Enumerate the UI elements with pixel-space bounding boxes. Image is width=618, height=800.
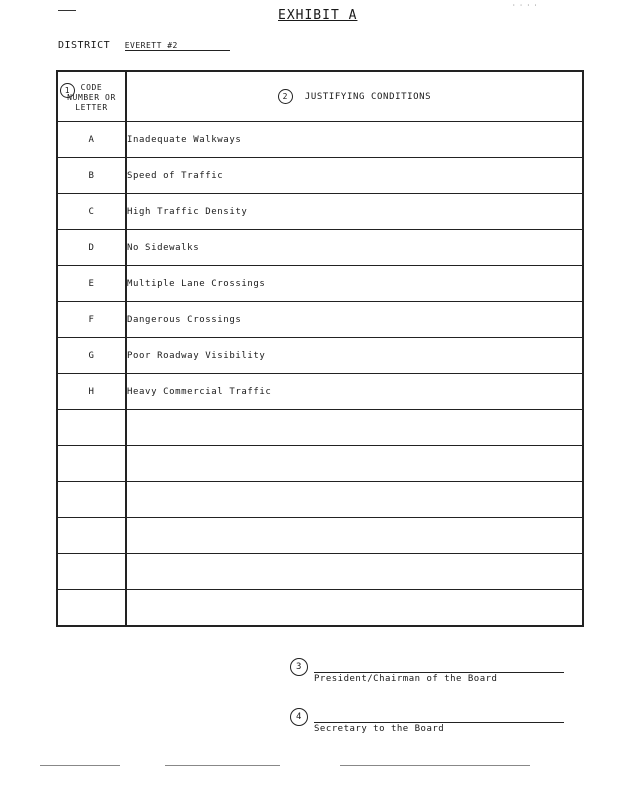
table-row (57, 338, 583, 374)
district-label: DISTRICT (58, 40, 111, 51)
table-row (57, 446, 583, 482)
signature-label: President/Chairman of the Board (314, 674, 498, 684)
row-code (57, 590, 126, 627)
table-row (57, 230, 583, 266)
table-row (57, 410, 583, 446)
table-row (57, 590, 583, 627)
code-column-header (57, 71, 126, 122)
row-condition (126, 482, 583, 518)
row-code: D (57, 230, 126, 266)
row-code (57, 518, 126, 554)
table-row (57, 374, 583, 410)
row-condition: No Sidewalks (126, 230, 583, 266)
table-row (57, 482, 583, 518)
row-code: G (57, 338, 126, 374)
table-row (57, 158, 583, 194)
row-condition: Inadequate Walkways (126, 122, 583, 158)
signature-number: 4 (290, 708, 308, 726)
row-code: A (57, 122, 126, 158)
table-row (57, 302, 583, 338)
row-condition: Dangerous Crossings (126, 302, 583, 338)
row-code (57, 410, 126, 446)
scan-mark (58, 10, 76, 11)
row-code (57, 446, 126, 482)
corner-scan-note: · · · · (512, 2, 538, 9)
scan-mark (40, 765, 120, 766)
row-condition (126, 518, 583, 554)
row-code: E (57, 266, 126, 302)
conditions-header-label: JUSTIFYING CONDITIONS (304, 92, 432, 102)
row-code: B (57, 158, 126, 194)
table-header-row (57, 71, 583, 122)
district-line (58, 40, 230, 51)
conditions-table (56, 70, 584, 627)
row-condition: Heavy Commercial Traffic (126, 374, 583, 410)
code-header-label: CODE NUMBER OR LETTER (67, 82, 116, 112)
signature-label: Secretary to the Board (314, 724, 445, 734)
table-row (57, 518, 583, 554)
row-condition (126, 554, 583, 590)
row-code: F (57, 302, 126, 338)
table-row (57, 554, 583, 590)
row-condition: Speed of Traffic (126, 158, 583, 194)
row-code: C (57, 194, 126, 230)
exhibit-title: EXHIBIT A (278, 8, 358, 23)
scan-mark (340, 765, 530, 766)
table-row (57, 194, 583, 230)
conditions-column-header (126, 71, 583, 122)
district-value: EVERETT #2 (125, 41, 230, 51)
signature-line (314, 672, 564, 673)
code-header-number: 1 (60, 83, 75, 98)
row-code (57, 554, 126, 590)
row-condition: Poor Roadway Visibility (126, 338, 583, 374)
signature-number: 3 (290, 658, 308, 676)
conditions-header-number: 2 (278, 89, 293, 104)
row-condition (126, 410, 583, 446)
row-code: H (57, 374, 126, 410)
row-condition: Multiple Lane Crossings (126, 266, 583, 302)
row-condition (126, 446, 583, 482)
row-condition: High Traffic Density (126, 194, 583, 230)
row-condition (126, 590, 583, 627)
scan-mark (165, 765, 280, 766)
table-row (57, 122, 583, 158)
row-code (57, 482, 126, 518)
signature-line (314, 722, 564, 723)
table-row (57, 266, 583, 302)
